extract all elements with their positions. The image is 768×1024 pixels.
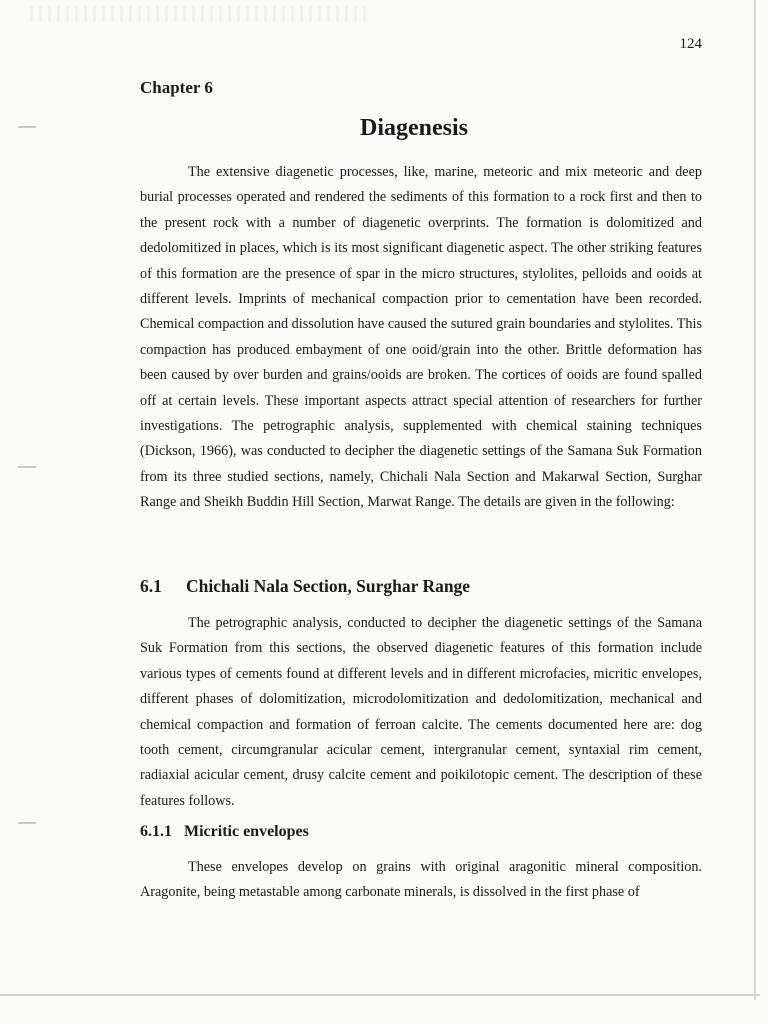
chapter-label: Chapter 6 — [140, 78, 213, 97]
subsection-number: 6.1.1 — [140, 823, 172, 840]
page-edge-bottom — [0, 994, 760, 996]
section-title: Chichali Nala Section, Surghar Range — [186, 576, 471, 596]
section-6-1-1-paragraph: These envelopes develop on grains with original aragonitic mineral composition. Aragonite, being metastable among carbonate minerals, is dissolved in the first phase of — [140, 859, 702, 901]
scan-artifact — [30, 6, 370, 22]
margin-mark — [18, 466, 36, 468]
section-heading-6-1-1 — [140, 823, 309, 841]
section-heading-6-1 — [140, 576, 470, 597]
section-6-1-paragraph: The petrographic analysis, conducted to decipher the diagenetic settings of the Samana Suk Formation from this sections, the observed diagenetic features of this formation include various types of cements found at different levels and in different microfacies, micritic envelopes, different phases of dolomitization, microdolomitization and dedolomitization, mechanical and chemical compaction and formation of ferroan calcite. The cements documented here are: dog tooth cement, circumgranular acicular cement, intergranular cement, syntaxial rim cement, radiaxial acicular cement, drusy calcite cement and poikilotopic cement. The description of these features follows. — [140, 615, 702, 809]
margin-mark — [18, 822, 36, 824]
page-title: Diagenesis — [360, 115, 468, 141]
page-edge-right — [754, 0, 756, 1000]
intro-paragraph: The extensive diagenetic processes, like, marine, meteoric and mix meteoric and deep burial processes operated and rendered the sediments of this formation to a rock first and then to the present rock with a number of diagenetic overprints. The formation is dolomitized and dedolomitized in places, which is its most significant diagenetic aspect. The other striking features of this formation are the presence of spar in the micro structures, stylolites, pelloids and ooids at different levels. Imprints of mechanical compaction prior to cementation have been recorded. Chemical compaction and dissolution have caused the sutured grain boundaries and stylolites. This compaction has produced embayment of one ooid/grain into the other. Brittle deformation has been caused by over burden and grains/ooids are broken. The cortices of ooids are found spalled off at certain levels. These important aspects attract special attention of researchers for further investigations. The petrographic analysis, supplemented with chemical staining techniques (Dickson, 1966), was conducted to decipher the diagenetic settings of the Samana Suk Formation from its three studied sections, namely, Chichali Nala Section and Makarwal Section, Surghar Range and Sheikh Buddin Hill Section, Marwat Range. The details are given in the following: — [140, 164, 702, 511]
subsection-title: Micritic envelopes — [184, 823, 309, 840]
section-number: 6.1 — [140, 576, 162, 596]
page-number: 124 — [679, 36, 702, 52]
